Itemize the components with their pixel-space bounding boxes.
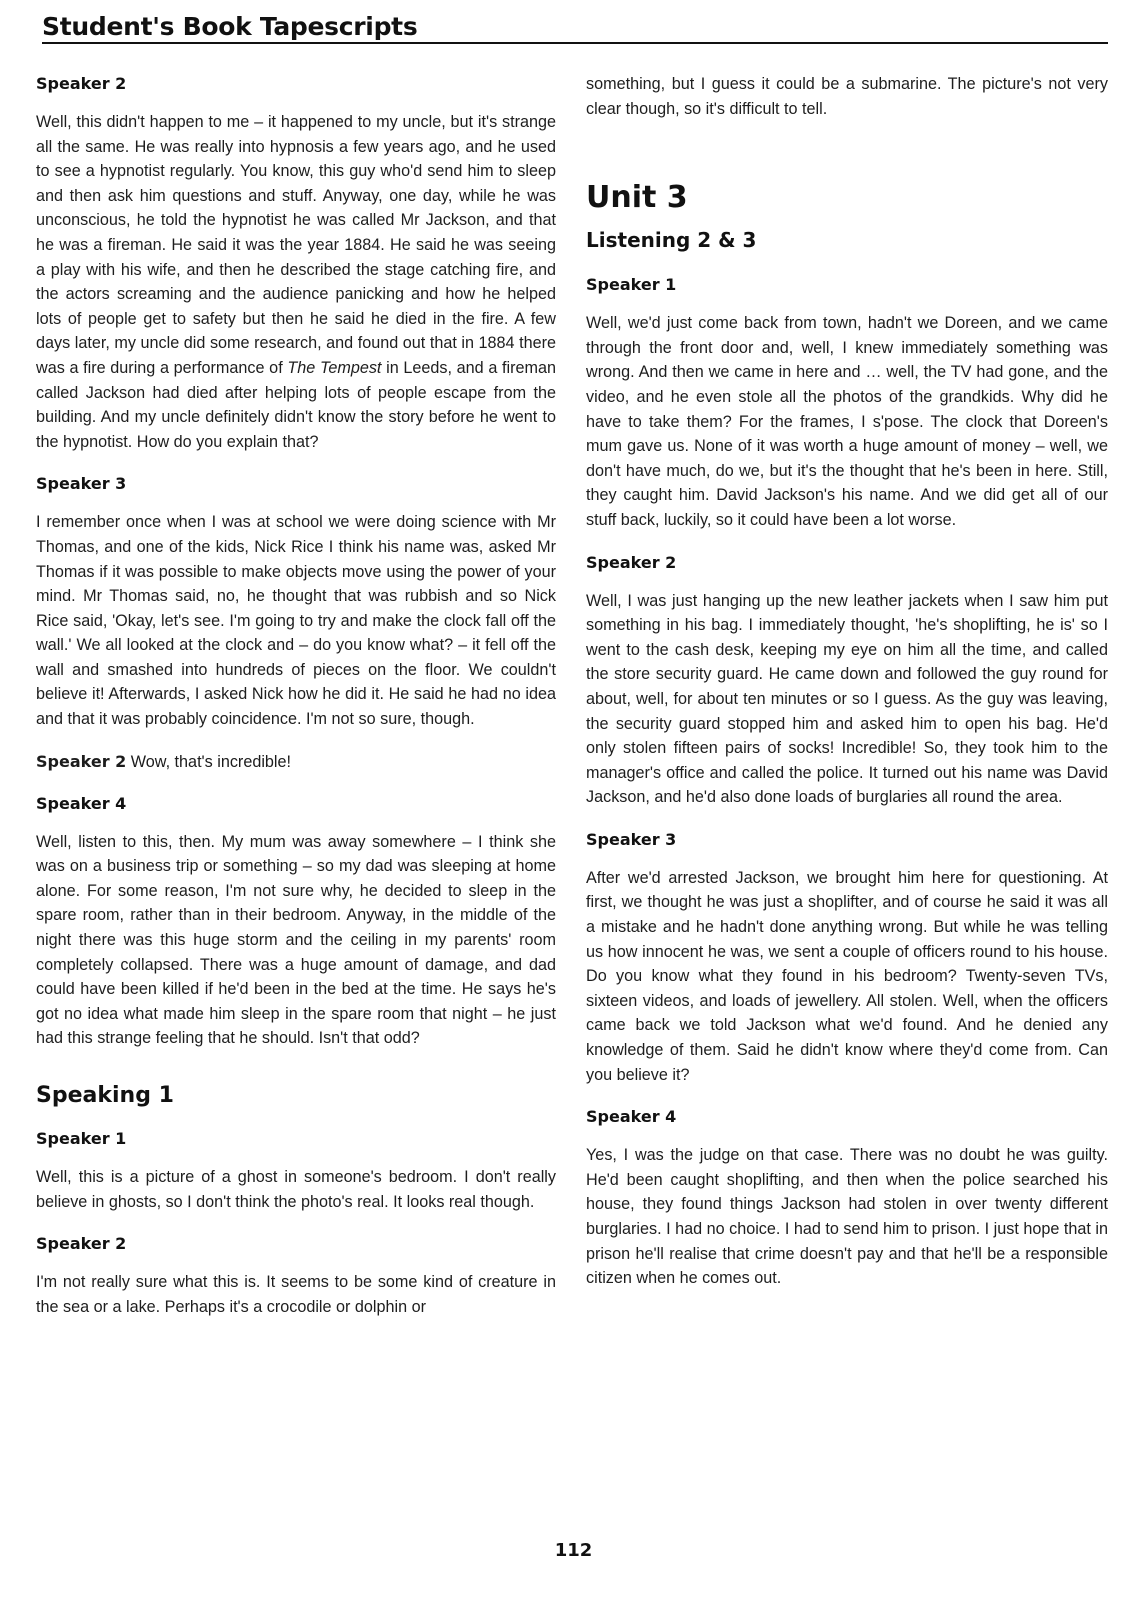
speaker-line (36, 750, 556, 774)
page-header (42, 12, 1108, 44)
section-heading-listening: Listening 2 & 3 (586, 228, 757, 253)
speaker-text: I remember once when I was at school we were doing science with Mr Thomas, and one of the kids, Nick Rice I think his name was, asked Mr Thomas if it was possible to make objects move using the power of your mind. Mr Thomas said, no, he thought that was rubbish and so Nick Rice said, 'Okay, let's see. I'm going to try and make the clock fall off the wall.' We all looked at the clock and – do you know what? – it fell off the wall and smashed into hundreds of pieces on the floor. We couldn't believe it! Afterwards, I asked Nick how he did it. He said he had no idea and that it was probably coincidence. I'm not so sure, though. (36, 513, 556, 729)
speaker-text: Yes, I was the judge on that case. There was no doubt he was guilty. He'd been caught shoplifting, and then when the police searched his house, they found things Jackson had stolen in over twenty different burglaries. I had no choice. I had to send him to prison. I just hope that in prison he'll realise that crime doesn't pay and that he'll be a responsible citizen when he comes out. (586, 1146, 1108, 1288)
speaker-label: Speaker 3 (36, 474, 127, 494)
speaker-label: Speaker 3 (586, 829, 677, 849)
speaker-text (36, 110, 556, 454)
text-segment: Well, this didn't happen to me – it happened to my uncle, but it's strange all the same. He was really into hypnosis a few years ago, and he used to see a hypnotist regularly. You know, this guy who'd send him to sleep and then ask him questions and stuff. Anyway, one day, while he was unconscious, he told the hypnotist he was called Mr Jackson, and that he was a fireman. He said it was the year 1884. He said he was seeing a play with his wife, and then he described the stage catching fire, and the actors screaming and the audience panicking and how he helped lots of people get to safety but then he said he died in the fire. A few days later, my uncle did some research, and found out that in 1884 there was a fire during a performance of (36, 113, 556, 377)
speaker-label: Speaker 2 (36, 74, 127, 93)
speaker-text: After we'd arrested Jackson, we brought him here for questioning. At first, we thought he was just a shoplifter, and of course he said it was all a mistake and he hadn't done anything wrong. But while he was telling us how innocent he was, we sent a couple of officers round to his house. Do you know what they found in his bedroom? Twenty-seven TVs, sixteen videos, and loads of jewellery. All stolen. Well, when the officers came back we told Jackson what we'd found. And he denied any knowledge of them. Said he didn't know where they'd come from. Can you believe it? (586, 868, 1108, 1084)
speaker-label: Speaker 2 (586, 552, 677, 572)
speaker-text: Well, listen to this, then. My mum was away somewhere – I think she was on a business trip or something – so my dad was sleeping at home alone. For some reason, I'm not sure why, he decided to sleep in the spare room, rather than in their bedroom. Anyway, in the middle of the night there was this huge storm and the ceiling in my parents' room completely collapsed. There was a huge amount of damage, and dad could have been killed if he'd been in the bed at the time. He says he's got no idea what made him sleep in the spare room that night – he just had this strange feeling that he should. Isn't that odd? (36, 832, 556, 1048)
left-column (36, 72, 556, 1337)
speaker-label: Speaker 4 (586, 1107, 677, 1127)
speaker-text: Well, I was just hanging up the new leather jackets when I saw him put something in his bag. I immediately thought, 'he's shoplifting, he is' so I went to the cash desk, keeping my eye on him all the time, and called the store security guard. He came down and followed the guy round for about, well, for about ten minutes or so I guess. As the guy was leaving, the security guard stopped him and asked him to open his bag. He'd only stolen fifteen pairs of socks! Incredible! So, they took him to the manager's office and called the police. It turned out his name was David Jackson, and he'd also done loads of burglaries all round the area. (586, 591, 1108, 807)
play-title: The Tempest (287, 358, 382, 377)
right-column (586, 72, 1108, 1309)
speaker-label: Speaker 2 (36, 1234, 127, 1254)
unit-heading: Unit 3 (586, 180, 688, 216)
text-segment: in Leeds, and a fireman called Jackson had died after helping lots of people escape from the building. And my uncle definitely didn't know the story before he went to the hypnotist. How do you explain that? (36, 358, 556, 451)
speaker-text: Wow, that's incredible! (130, 752, 292, 771)
speaker-label: Speaker 1 (586, 275, 677, 295)
speaker-label: Speaker 4 (36, 793, 127, 813)
speaker-label: Speaker 2 (36, 751, 127, 771)
speaker-text: Well, we'd just come back from town, hadn't we Doreen, and we came through the front door and, well, I knew immediately something was wrong. And then we came in here and … well, the TV had gone, and the video, and he even stole all the photos of the grandkids. Why did he have to take them? For the frames, I s'pose. The clock that Doreen's mum gave us. None of it was worth a huge amount of money – well, we don't have much, do we, but it's the thought that he's been in here. Still, they caught him. David Jackson's his name. And we did get all of our stuff back, luckily, so it could have been a lot worse. (586, 314, 1108, 529)
speaker-label: Speaker 1 (36, 1129, 127, 1148)
speaker-text-continued: something, but I guess it could be a submarine. The picture's not very clear though, so it's difficult to tell. (586, 75, 1108, 118)
section-heading-speaking: Speaking 1 (36, 1083, 174, 1108)
page-title: Student's Book Tapescripts (42, 12, 418, 41)
speaker-text: I'm not really sure what this is. It seems to be some kind of creature in the sea or a lake. Perhaps it's a crocodile or dolphin or (36, 1273, 556, 1316)
page-number: 112 (554, 1540, 593, 1561)
speaker-text: Well, this is a picture of a ghost in someone's bedroom. I don't really believe in ghosts, so I don't think the photo's real. It looks real though. (36, 1168, 556, 1211)
